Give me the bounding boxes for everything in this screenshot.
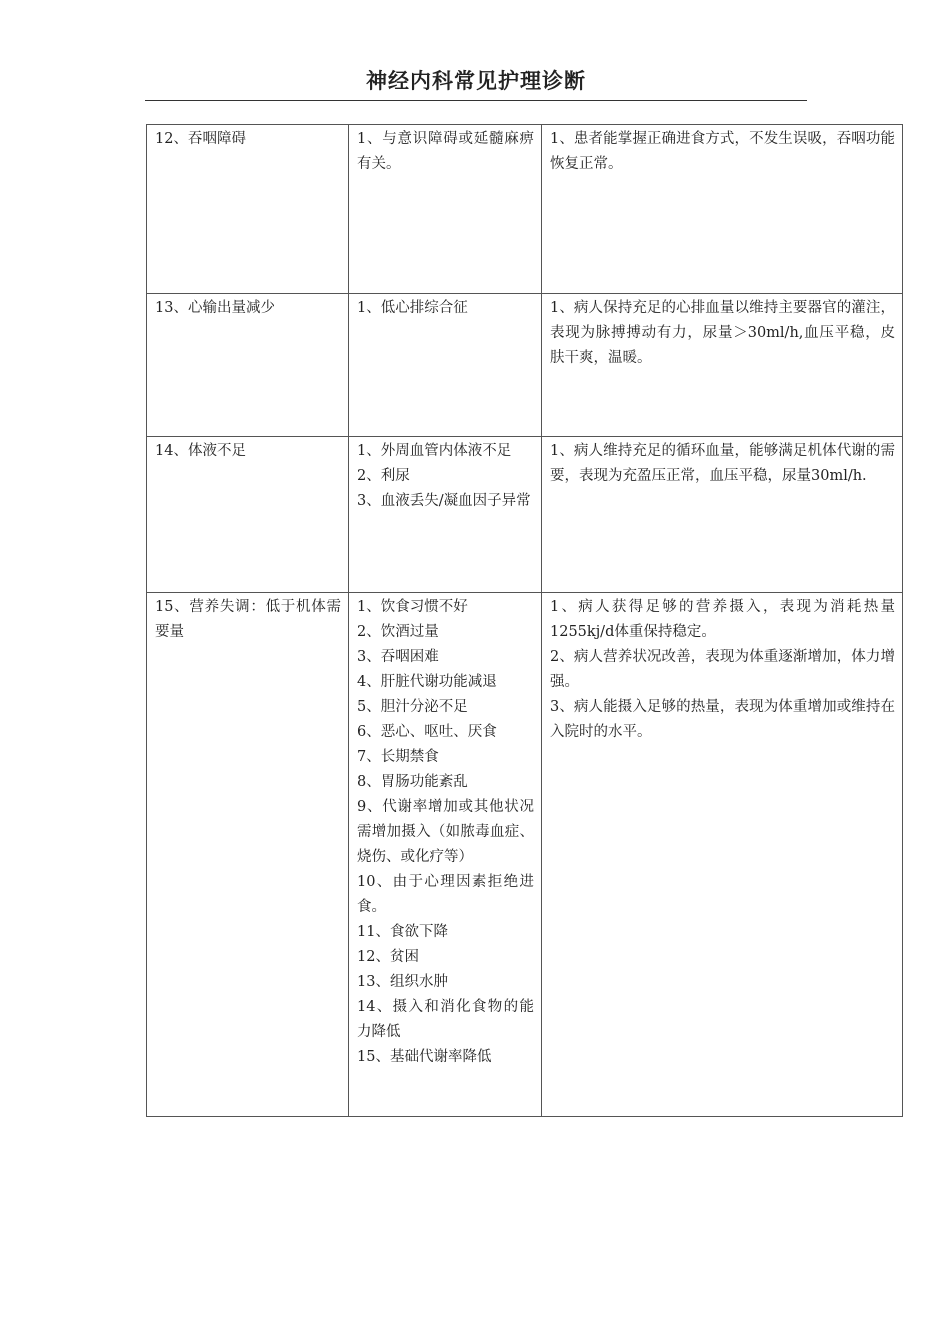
factor-item: 10、由于心理因素拒绝进食。 bbox=[357, 874, 534, 915]
factor-item: 13、组织水肿 bbox=[357, 974, 448, 990]
factor-item: 3、吞咽困难 bbox=[357, 649, 439, 665]
factor-item: 8、胃肠功能紊乱 bbox=[357, 774, 468, 790]
goals-cell bbox=[542, 437, 903, 593]
goals-cell bbox=[542, 125, 903, 294]
factors-cell bbox=[349, 593, 542, 1117]
diagnosis-cell: 14、体液不足 bbox=[147, 437, 349, 593]
goals-cell bbox=[542, 593, 903, 1117]
goal-item: 1、病人维持充足的循环血量，能够满足机体代谢的需要，表现为充盈压正常，血压平稳，尿量30ml/h. bbox=[550, 443, 895, 484]
factor-item: 11、食欲下降 bbox=[357, 924, 448, 940]
header-rule bbox=[145, 100, 807, 101]
table-body bbox=[147, 125, 903, 1117]
factor-item: 3、血液丢失/凝血因子异常 bbox=[357, 493, 531, 509]
factor-item: 1、外周血管内体液不足 bbox=[357, 443, 512, 459]
document-header bbox=[145, 62, 807, 101]
factor-item: 15、基础代谢率降低 bbox=[357, 1049, 492, 1065]
nursing-diagnosis-table bbox=[146, 124, 903, 1117]
table-row bbox=[147, 593, 903, 1117]
factors-cell bbox=[349, 437, 542, 593]
diagnosis-cell: 12、吞咽障碍 bbox=[147, 125, 349, 294]
factor-item: 6、恶心、呕吐、厌食 bbox=[357, 724, 497, 740]
factors-cell bbox=[349, 125, 542, 294]
goal-item: 1、患者能掌握正确进食方式，不发生误吸，吞咽功能恢复正常。 bbox=[550, 131, 895, 172]
goal-item: 1、病人获得足够的营养摄入，表现为消耗热量1255kj/d体重保持稳定。 bbox=[550, 599, 895, 640]
table-row bbox=[147, 437, 903, 593]
factor-item: 12、贫困 bbox=[357, 949, 419, 965]
factors-cell bbox=[349, 294, 542, 437]
table-row bbox=[147, 294, 903, 437]
factor-item: 7、长期禁食 bbox=[357, 749, 439, 765]
factor-item: 1、饮食习惯不好 bbox=[357, 599, 468, 615]
document-title: 神经内科常见护理诊断 bbox=[366, 69, 586, 93]
table-row bbox=[147, 125, 903, 294]
factor-item: 4、肝脏代谢功能减退 bbox=[357, 674, 497, 690]
diagnosis-cell: 15、营养失调：低于机体需要量 bbox=[147, 593, 349, 1117]
factor-item: 2、利尿 bbox=[357, 468, 410, 484]
factor-item: 2、饮酒过量 bbox=[357, 624, 439, 640]
goal-item: 3、病人能摄入足够的热量，表现为体重增加或维持在入院时的水平。 bbox=[550, 699, 895, 740]
factor-item: 14、摄入和消化食物的能力降低 bbox=[357, 999, 534, 1040]
goal-item: 1、病人保持充足的心排血量以维持主要器官的灌注，表现为脉搏搏动有力，尿量＞30ml/h,血压平稳，皮肤干爽，温暖。 bbox=[550, 300, 895, 366]
diagnosis-cell: 13、心输出量减少 bbox=[147, 294, 349, 437]
factor-item: 5、胆汁分泌不足 bbox=[357, 699, 468, 715]
factor-item: 1、与意识障碍或延髓麻痹有关。 bbox=[357, 131, 534, 172]
goal-item: 2、病人营养状况改善，表现为体重逐渐增加，体力增强。 bbox=[550, 649, 895, 690]
goals-cell bbox=[542, 294, 903, 437]
factor-item: 9、代谢率增加或其他状况需增加摄入（如脓毒血症、烧伤、或化疗等） bbox=[357, 799, 534, 865]
factor-item: 1、低心排综合征 bbox=[357, 300, 468, 316]
